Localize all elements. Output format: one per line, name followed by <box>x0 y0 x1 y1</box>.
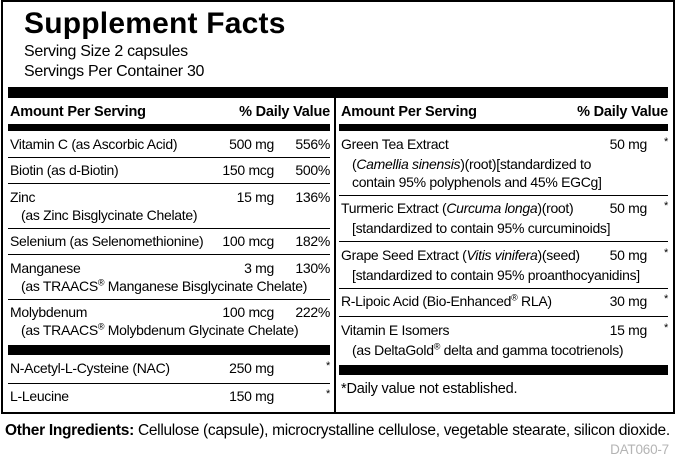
ingredient-daily-value: * <box>664 135 668 148</box>
table-row <box>8 228 330 255</box>
ingredient-amount: 150 mcg <box>222 162 274 178</box>
ingredient-daily-value: * <box>326 359 330 372</box>
ingredient-subline: (as TRAACS® Manganese Bisglycinate Chelate) <box>21 276 308 294</box>
ingredient-subline: (Camellia sinensis)(root)[standardized to <box>352 155 592 172</box>
ingredient-name: Manganese <box>10 259 81 276</box>
ingredient-name: L-Leucine <box>10 388 69 404</box>
table-row <box>339 288 668 317</box>
ingredient-name: Vitamin C (as Ascorbic Acid) <box>10 135 178 152</box>
ingredient-daily-value: 136% <box>295 188 330 205</box>
columns-wrapper <box>3 98 673 412</box>
right-main-rows <box>339 131 668 363</box>
ingredient-daily-value: * <box>664 321 668 334</box>
table-row <box>339 131 668 195</box>
ingredient-subline: (as TRAACS® Molybdenum Glycinate Chelate) <box>21 321 299 338</box>
column-header-daily-value: % Daily Value <box>577 104 668 120</box>
right-column <box>339 98 668 412</box>
other-ingredients-text: Cellulose (capsule), microcrystalline cellulose, vegetable stearate, silicon dioxide. <box>133 422 670 439</box>
serving-size-line: Serving Size 2 capsules <box>24 43 188 60</box>
ingredient-daily-value: * <box>664 200 668 212</box>
product-code: DAT060-7 <box>610 442 669 457</box>
ingredient-name: Turmeric Extract (Curcuma longa)(root) <box>341 200 574 216</box>
ingredient-daily-value: 130% <box>295 259 330 276</box>
table-row <box>8 183 330 228</box>
ingredient-daily-value: * <box>664 293 668 305</box>
ingredient-name: N-Acetyl-L-Cysteine (NAC) <box>10 359 170 376</box>
ingredient-name: Vitamin E Isomers <box>341 321 450 338</box>
ingredient-daily-value: 500% <box>295 162 330 178</box>
ingredient-amount: 50 mg <box>609 135 647 152</box>
section-separator-bar <box>339 365 668 375</box>
other-ingredients-label: Other Ingredients: <box>5 422 134 439</box>
ingredient-amount: 250 mg <box>229 359 274 376</box>
table-row <box>8 383 330 412</box>
ingredient-amount: 500 mg <box>229 135 274 152</box>
ingredient-daily-value: 556% <box>295 135 330 152</box>
ingredient-name: Green Tea Extract <box>341 135 449 152</box>
ingredient-daily-value: * <box>664 246 668 259</box>
ingredient-amount: 3 mg <box>244 259 274 276</box>
table-row <box>8 299 330 344</box>
separator-bar-top <box>8 87 668 98</box>
column-header-amount: Amount Per Serving <box>10 104 146 120</box>
other-ingredients <box>5 422 674 440</box>
table-row <box>8 131 330 157</box>
section-separator-bar <box>8 345 330 355</box>
left-main-rows <box>8 131 330 343</box>
ingredient-daily-value: * <box>326 388 330 400</box>
ingredient-amount: 30 mg <box>609 293 647 309</box>
column-header <box>8 98 330 124</box>
ingredient-daily-value: 222% <box>295 304 330 320</box>
ingredient-name: Grape Seed Extract (Vitis vinifera)(seed) <box>341 246 580 263</box>
ingredient-subline: contain 95% polyphenols and 45% EGCg] <box>352 173 602 190</box>
ingredient-amount: 15 mg <box>236 188 274 205</box>
table-row <box>8 254 330 299</box>
panel-title: Supplement Facts <box>24 7 286 40</box>
header-separator-bar <box>8 124 330 131</box>
ingredient-amount: 50 mg <box>609 200 647 216</box>
left-section-rows <box>8 355 330 411</box>
ingredient-amount: 150 mg <box>229 388 274 404</box>
ingredient-amount: 100 mcg <box>222 304 274 320</box>
table-row <box>8 157 330 184</box>
daily-value-footnote: *Daily value not established. <box>341 380 518 397</box>
ingredient-amount: 15 mg <box>609 321 647 338</box>
ingredient-amount: 50 mg <box>609 246 647 263</box>
ingredient-subline: (as DeltaGold® delta and gamma tocotrienols) <box>352 340 624 358</box>
column-divider <box>334 98 336 412</box>
ingredient-daily-value: 182% <box>295 233 330 249</box>
ingredient-subline: [standardized to contain 95% proanthocyanidins] <box>352 266 640 283</box>
panel-header-block <box>3 2 673 82</box>
column-header-daily-value: % Daily Value <box>239 104 330 120</box>
ingredient-name: Zinc <box>10 188 36 205</box>
table-row <box>8 355 330 383</box>
table-row <box>339 316 668 363</box>
header-separator-bar <box>339 124 668 131</box>
column-header-amount: Amount Per Serving <box>341 104 477 120</box>
servings-per-container-line: Servings Per Container 30 <box>24 63 205 80</box>
supplement-facts-panel <box>1 0 675 414</box>
ingredient-subline: [standardized to contain 95% curcuminoids] <box>352 220 611 236</box>
table-row <box>339 241 668 288</box>
ingredient-name: Biotin (as d-Biotin) <box>10 162 119 178</box>
left-column <box>8 98 330 412</box>
column-header <box>339 98 668 124</box>
ingredient-amount: 100 mcg <box>222 233 274 249</box>
ingredient-name: Molybdenum <box>10 304 88 320</box>
ingredient-subline: (as Zinc Bisglycinate Chelate) <box>21 206 198 223</box>
ingredient-name: Selenium (as Selenomethionine) <box>10 233 204 249</box>
table-row <box>339 195 668 242</box>
ingredient-name: R-Lipoic Acid (Bio-Enhanced® RLA) <box>341 292 552 309</box>
